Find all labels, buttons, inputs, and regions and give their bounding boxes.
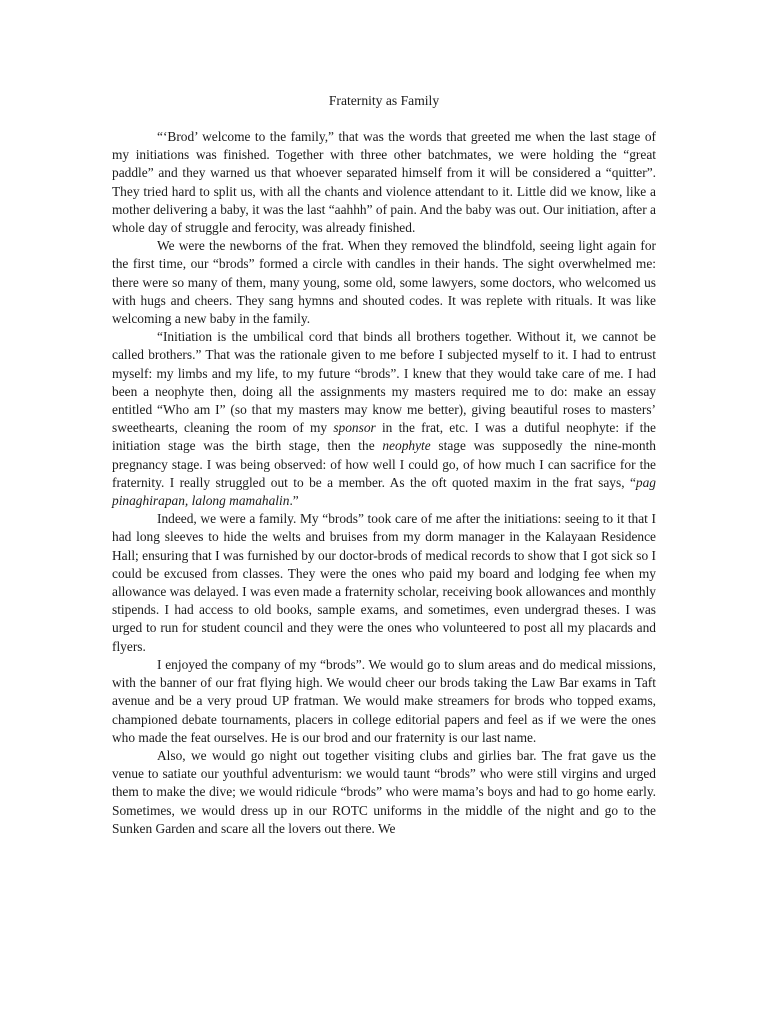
text-run: I enjoyed the company of my “brods”. We would go to slum areas and do medical missions, with the banner of our frat flying high. We would cheer our brods taking the Law Bar exams in Taft avenue and be a very proud UP fratman. We would make streamers for brods who topped exams, championed debate tournaments, placers in college editorial papers and feel as if we were the ones who made the feat ourselves. He is our brod and our fraternity is our last name. [112,656,656,745]
text-run: We were the newborns of the frat. When they removed the blindfold, seeing light again for the first time, our “brods” formed a circle with candles in their hands. The sight overwhelmed me: there were so many of them, many young, some old, some lawyers, some doctors, who welcomed us with hugs and cheers. They sang hymns and shouted codes. It was replete with rituals. It was like welcoming a new baby in the family. [112,238,656,327]
document-body [112,128,656,838]
document-title: Fraternity as Family [328,93,440,108]
paragraph [112,328,656,510]
paragraph [112,128,656,237]
text-run: Also, we would go night out together visiting clubs and girlies bar. The frat gave us the venue to satiate our youthful adventurism: we would taunt “brods” who were still virgins and urged them to make the dive; we would ridicule “brods” who were mama’s boys and had to go home early. Sometimes, we would dress up in our ROTC uniforms in the middle of the night and go to the Sunken Garden and scare all the lovers out there. We [112,747,656,836]
italic-text-run: neophyte [382,438,431,454]
text-run: in the frat, etc. I was a dutiful neophyte: if the initiation stage was the birth stage, then the [112,420,656,454]
text-run: Indeed, we were a family. My “brods” took care of me after the initiations: seeing to it that I had long sleeves to hide the welts and bruises from my dorm manager in the Kalayaan Residence Hall; ensuring that I was furnished by our doctor-brods of medical records to show that I got sick so I could be excused from classes. They were the ones who paid my board and lodging fee when my allowance was delayed. I was even made a fraternity scholar, receiving book allowances and monthly stipends. I had access to old books, sample exams, and sometimes, even undergrad theses. I was urged to run for student council and they were the ones who volunteered to post all my placards and flyers. [112,511,656,654]
document-page [112,92,656,838]
text-run: stage was supposedly the nine-month pregnancy stage. I was being observed: of how well I could go, of how much I can sacrifice for the fraternity. I really struggled out to be a member. As the oft quoted maxim in the frat says, “ [112,438,656,490]
paragraph [112,747,656,838]
text-run: “‘Brod’ welcome to the family,” that was the words that greeted me when the last stage of my initiations was finished. Together with three other batchmates, we were holding the “great paddle” and they warned us that whoever separated himself from it will be considered a “quitter”. They tried hard to split us, with all the chants and violence attendant to it. Little did we know, like a mother delivering a baby, it was the last “aahhh” of pain. And the baby was out. Our initiation, after a whole day of struggle and ferocity, was already finished. [112,129,656,236]
italic-text-run: sponsor [333,420,376,436]
italic-text-run: pag pinaghirapan, lalong mamahalin [112,474,656,509]
paragraph [112,510,656,656]
text-run: .” [289,493,299,509]
paragraph [112,656,656,747]
text-run: “Initiation is the umbilical cord that binds all brothers together. Without it, we cannot be called brothers.” That was the rationale given to me before I subjected myself to it. I had to entrust myself: my limbs and my life, to my future “brods”. I knew that they would take care of me. I had been a neophyte then, doing all the assignments my masters required me to do: make an essay entitled “Who am I” (so that my masters may know me better), giving beautiful roses to masters’ sweethearts, cleaning the room of my [112,329,656,436]
paragraph [112,237,656,328]
